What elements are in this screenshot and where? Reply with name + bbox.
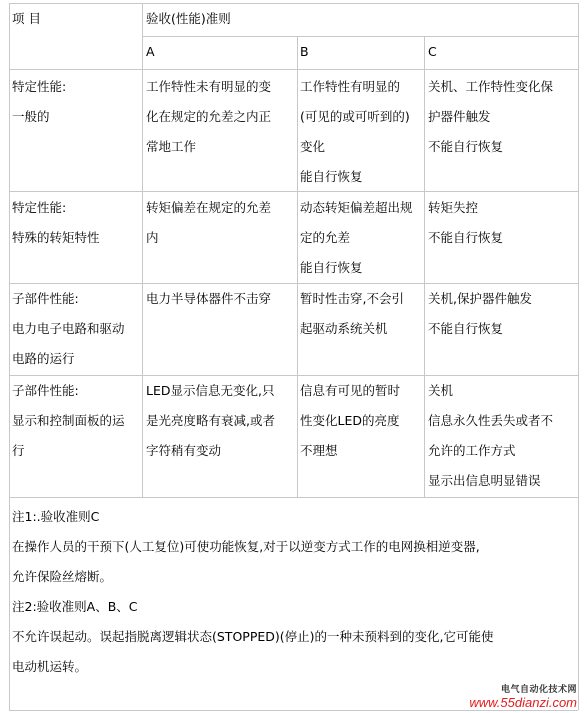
row2-item <box>12 193 100 253</box>
row4-item <box>12 376 125 466</box>
row4-b-line: 信息有可见的暂时 <box>300 383 401 398</box>
row4-a-line: LED显示信息无变化,只 <box>146 383 275 398</box>
row1-item-line: 一般的 <box>12 109 50 124</box>
row1-c <box>428 72 553 162</box>
row4-b <box>300 376 400 466</box>
rule-bottom <box>9 710 578 711</box>
row1-b-line: 工作特性有明显的 <box>300 79 401 94</box>
row4-a <box>146 376 275 466</box>
header-criteria: 验收(性能)准则 <box>146 11 231 26</box>
row1-b-line: 能自行恢复 <box>300 169 363 184</box>
row2-b-line: 定的允差 <box>300 230 351 245</box>
row3-b-line: 起驱动系统关机 <box>300 321 388 336</box>
row4-c-line: 允许的工作方式 <box>428 443 516 458</box>
header-col-c: C <box>428 44 437 59</box>
rule-col-item <box>142 3 143 497</box>
row1-b <box>300 72 410 192</box>
notes-block <box>12 502 494 682</box>
row3-item-line: 子部件性能: <box>12 291 79 306</box>
note-line: 不允许误起动。误起指脱离逻辑状态(STOPPED)(停止)的一种未预料到的变化,它可能使 <box>12 629 494 644</box>
row4-b-line: 性变化LED的亮度 <box>300 413 400 428</box>
row1-b-line: 变化 <box>300 139 326 154</box>
row1-c-line: 护器件触发 <box>428 109 491 124</box>
header-col-a: A <box>146 44 155 59</box>
rule-row1 <box>9 69 578 70</box>
row4-a-line: 是光亮度略有衰减,或者 <box>146 413 275 428</box>
rule-notes <box>9 497 578 498</box>
row3-a-line: 电力半导体器件不击穿 <box>146 291 272 306</box>
row3-item-line: 电力电子电路和驱动 <box>12 321 125 336</box>
rule-right <box>578 3 579 710</box>
rule-col-b <box>424 36 425 497</box>
row4-a-line: 字符稍有变动 <box>146 443 222 458</box>
row2-b <box>300 193 413 283</box>
row1-item <box>12 72 66 132</box>
row3-a <box>146 284 271 314</box>
note-line: 在操作人员的干预下(人工复位)可使功能恢复,对于以逆变方式工作的电网换相逆变器, <box>12 539 480 554</box>
row3-c-line: 不能自行恢复 <box>428 321 504 336</box>
watermark-site-name: 电气自动化技术网 <box>500 685 577 695</box>
row4-item-line: 子部件性能: <box>12 383 79 398</box>
row2-c-line: 不能自行恢复 <box>428 230 504 245</box>
row4-b-line: 不理想 <box>300 443 338 458</box>
row1-c-line: 关机、工作特性变化保 <box>428 79 554 94</box>
note-line: 注2:验收准则A、B、C <box>12 599 138 614</box>
row4-item-line: 显示和控制面板的运 <box>12 413 125 428</box>
row1-a-line: 常地工作 <box>146 139 197 154</box>
row1-a-line: 工作特性未有明显的变 <box>146 79 272 94</box>
row4-c-line: 显示出信息明显错误 <box>428 473 541 488</box>
row1-a-line: 化在规定的允差之内正 <box>146 109 272 124</box>
row2-a <box>146 193 271 253</box>
row2-b-line: 能自行恢复 <box>300 260 363 275</box>
rule-col-a <box>297 36 298 497</box>
row2-b-line: 动态转矩偏差超出规 <box>300 200 413 215</box>
row4-item-line: 行 <box>12 443 25 458</box>
row1-c-line: 不能自行恢复 <box>428 139 504 154</box>
row3-item-line: 电路的运行 <box>12 351 75 366</box>
row2-a-line: 转矩偏差在规定的允差 <box>146 200 272 215</box>
rule-row2 <box>9 191 578 192</box>
row1-item-line: 特定性能: <box>12 79 67 94</box>
row4-c-line: 关机 <box>428 383 454 398</box>
note-line: 电动机运转。 <box>12 659 88 674</box>
row3-item <box>12 284 125 374</box>
row4-c-line: 信息永久性丢失或者不 <box>428 413 554 428</box>
row1-a <box>146 72 271 162</box>
header-item: 项 目 <box>12 11 41 26</box>
row3-c <box>428 284 532 344</box>
rule-left <box>9 3 10 710</box>
row2-item-line: 特殊的转矩特性 <box>12 230 100 245</box>
row3-b-line: 暂时性击穿,不会引 <box>300 291 404 306</box>
row2-c-line: 转矩失控 <box>428 200 479 215</box>
row2-c <box>428 193 503 253</box>
row4-c <box>428 376 553 496</box>
header-col-b: B <box>300 44 309 59</box>
note-line: 注1:.验收准则C <box>12 509 100 524</box>
rule-header-split <box>142 36 578 37</box>
row2-a-line: 内 <box>146 230 159 245</box>
watermark-url: www.55dianzi.com <box>469 695 577 710</box>
rule-top <box>9 3 578 4</box>
row2-item-line: 特定性能: <box>12 200 67 215</box>
row1-b-line: (可见的或可听到的) <box>300 109 410 124</box>
row3-b <box>300 284 404 344</box>
note-line: 允许保险丝熔断。 <box>12 569 113 584</box>
row3-c-line: 关机,保护器件触发 <box>428 291 532 306</box>
